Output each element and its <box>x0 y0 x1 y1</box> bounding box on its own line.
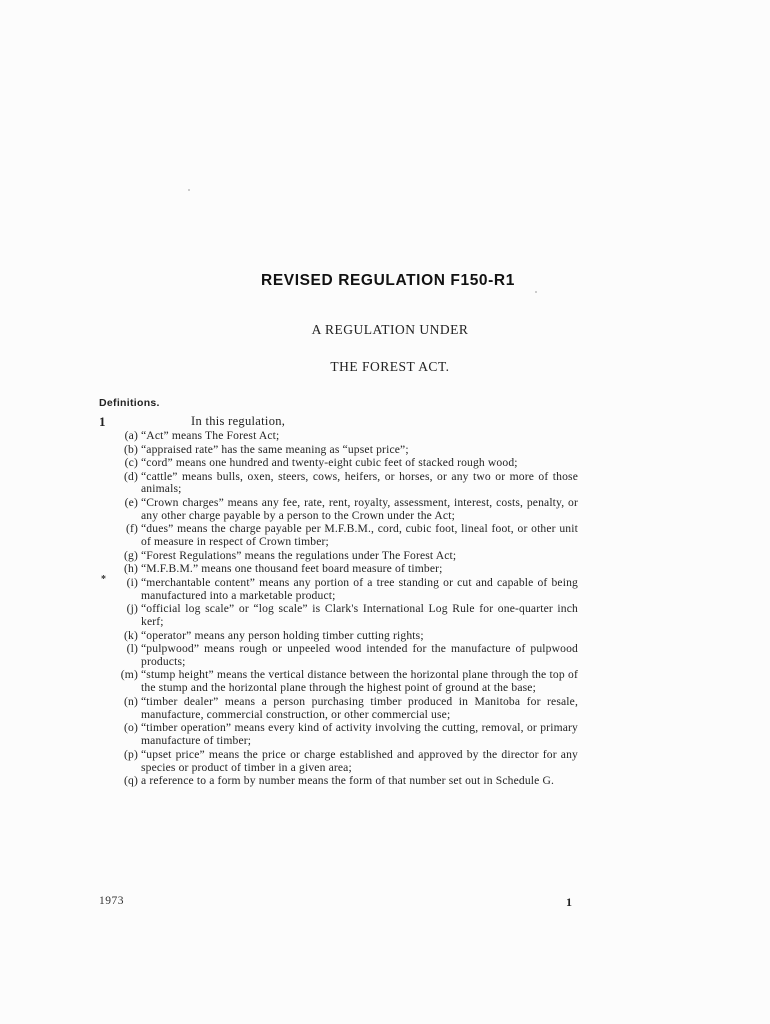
definition-label: (o) <box>124 721 138 735</box>
regulation-subtitle: A REGULATION UNDER <box>311 322 469 337</box>
definition-item <box>108 722 578 748</box>
definition-item <box>108 430 578 443</box>
definition-label: (d) <box>124 469 138 483</box>
definition-label: (g) <box>124 548 138 562</box>
definition-item <box>108 471 578 497</box>
definition-item <box>108 749 578 775</box>
definition-text: “Crown charges” means any fee, rate, rent, royalty, assessment, interest, costs, penalty, or any other charge payable by a person to the Crown under the Act; <box>141 495 578 522</box>
definition-label: (h) <box>124 562 138 576</box>
definition-text: “dues” means the charge payable per M.F.B.M., cord, cubic foot, lineal foot, or other unit of measure in respect of Crown timber; <box>141 522 578 549</box>
section-intro: In this regulation, <box>191 414 286 428</box>
definition-text: “timber dealer” means a person purchasing timber produced in Manitoba for resale, manufacture, commercial construction, or other commercial use; <box>141 694 578 721</box>
definition-item <box>108 775 578 788</box>
definition-text: “operator” means any person holding timber cutting rights; <box>141 628 424 642</box>
definition-label: (j) <box>126 602 138 616</box>
definition-item <box>108 630 578 643</box>
definition-label: (a) <box>124 429 138 442</box>
definition-label: (b) <box>124 442 138 456</box>
definition-label: (k) <box>124 628 138 642</box>
definition-label: (q) <box>124 774 138 788</box>
definition-item <box>108 497 578 523</box>
definition-label: (p) <box>124 747 138 761</box>
definition-text: “pulpwood” means rough or unpeeled wood intended for the manufacture of pulpwood products; <box>141 642 578 668</box>
definition-label: (m) <box>120 668 138 682</box>
definition-item <box>108 696 578 722</box>
definition-label: (i) <box>126 575 138 589</box>
definition-text: “M.F.B.M.” means one thousand feet board measure of timber; <box>141 562 443 576</box>
definition-item <box>108 563 578 576</box>
section-number: 1 <box>99 414 106 429</box>
definition-text: “stump height” means the vertical distance between the horizontal plane through the top of the stump and the horizontal plane through the highest point of ground at the base; <box>141 668 578 695</box>
definition-text: “cattle” means bulls, oxen, steers, cows, heifers, or horses, or any two or more of those animals; <box>141 469 578 496</box>
definition-label: (e) <box>124 495 138 509</box>
footer-year: 1973 <box>99 895 124 907</box>
definition-item <box>108 523 578 549</box>
definition-item <box>108 603 578 629</box>
definition-text: “official log scale” or “log scale” is Clark's International Log Rule for one-quarter inch kerf; <box>141 602 578 629</box>
page-number: 1 <box>566 895 572 909</box>
amendment-marker: * <box>101 574 106 585</box>
definition-text: “timber operation” means every kind of activity involving the cutting, removal, or primary manufacture of timber; <box>141 721 578 748</box>
definition-item <box>108 550 578 563</box>
definition-item <box>108 577 578 603</box>
definition-item <box>108 643 578 669</box>
definition-label: (l) <box>126 642 138 656</box>
definition-label: (n) <box>124 694 138 708</box>
definition-item <box>108 444 578 457</box>
definition-text: “Forest Regulations” means the regulations under The Forest Act; <box>141 548 457 562</box>
definition-item <box>108 669 578 695</box>
definition-text: “Act” means The Forest Act; <box>141 429 280 442</box>
regulation-title: REVISED REGULATION F150-R1 <box>261 272 515 289</box>
definition-text: “appraised rate” has the same meaning as “upset price”; <box>141 442 409 456</box>
definition-item <box>108 457 578 470</box>
scan-speck <box>535 291 537 293</box>
act-name: THE FOREST ACT. <box>330 359 450 374</box>
definition-text: “cord” means one hundred and twenty-eight cubic feet of stacked rough wood; <box>141 456 518 469</box>
definition-text: a reference to a form by number means the form of that number set out in Schedule G. <box>141 774 555 788</box>
definition-text: “merchantable content” means any portion of a tree standing or cut and capable of being manufactured into a marketable product; <box>141 575 578 602</box>
definitions-list <box>108 430 578 789</box>
definitions-heading: Definitions. <box>99 397 160 409</box>
scan-speck <box>188 189 190 191</box>
definition-label: (f) <box>125 522 138 536</box>
definition-text: “upset price” means the price or charge established and approved by the director for any species or product of timber in a given area; <box>141 747 578 774</box>
definition-label: (c) <box>124 456 138 469</box>
